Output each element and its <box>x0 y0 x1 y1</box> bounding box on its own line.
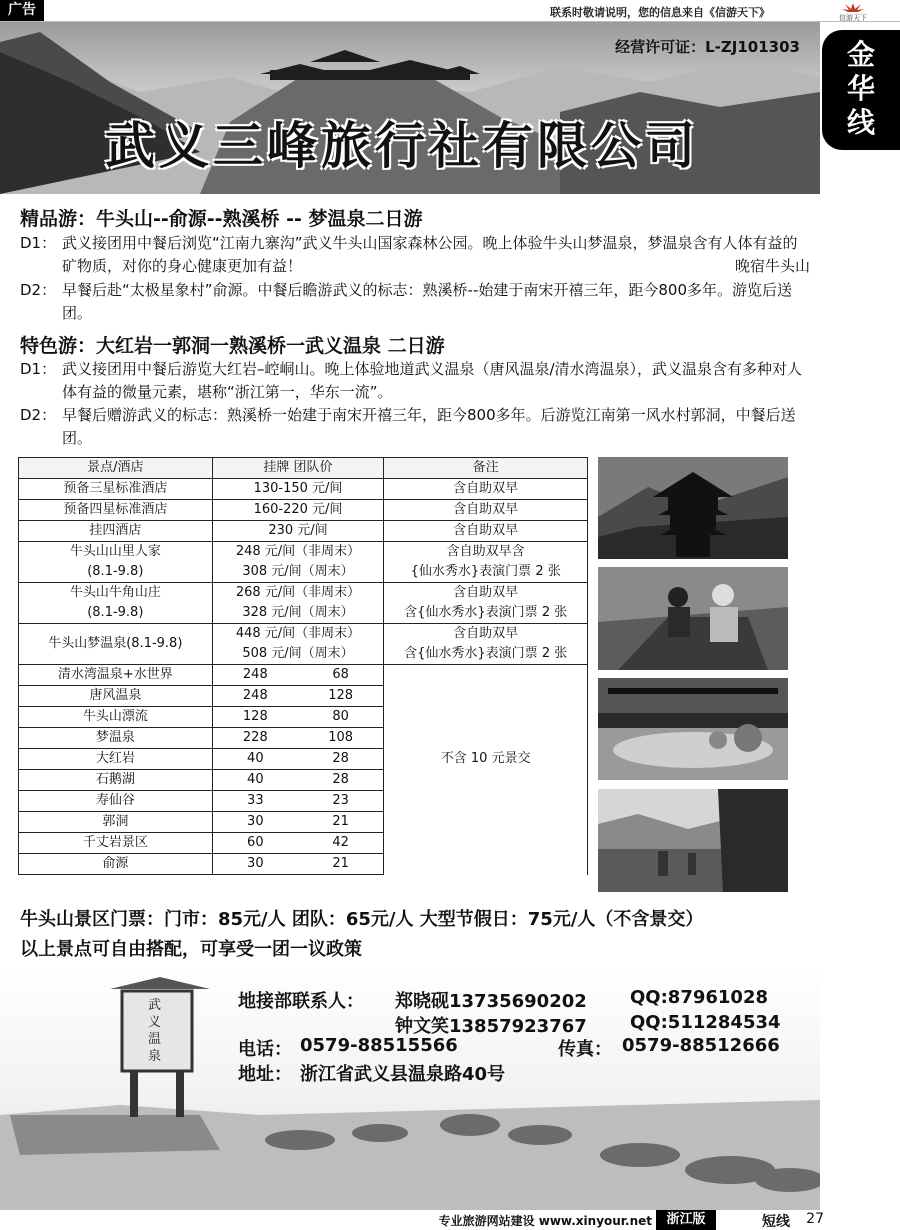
infinity-pool-photo <box>598 789 788 892</box>
footer-website: 专业旅游网站建设 www.xinyour.net <box>438 1214 652 1228</box>
scenic-spot-row <box>19 812 588 833</box>
page-footer <box>0 1210 900 1230</box>
group-price-cell: 28 <box>298 770 384 791</box>
route-2-day-1 <box>20 358 810 404</box>
list-price-cell: 40 <box>212 770 298 791</box>
qq-2: QQ:511284534 <box>630 1012 781 1033</box>
cell-text: 含自助双早 <box>453 481 519 496</box>
spot-remark-cell <box>384 686 588 707</box>
contact-label: 地接部联系人： <box>238 991 364 1012</box>
spot-name-cell: 牛头山漂流 <box>19 707 213 728</box>
scenic-spot-row <box>19 686 588 707</box>
cell-text: 含自助双早含 <box>446 544 525 559</box>
day-description: 武义接团用中餐后游览大红岩–崆峒山。晚上体验地道武义温泉（唐风温泉/清水湾温泉），武义温泉含有多种对人体有益的微量元素，堪称“浙江第一，华东一流”。 <box>62 360 803 401</box>
phone-number: 0579-88515566 <box>300 1035 458 1056</box>
contact-person-2: 钟文笑13857923767 <box>395 1016 587 1037</box>
fax-number: 0579-88512666 <box>622 1035 780 1056</box>
scenic-ticket-prices: 牛头山景区门票：门市：85元/人 团队：65元/人 大型节假日：75元/人（不含景交） <box>20 909 704 930</box>
scenic-spot-row <box>19 770 588 791</box>
hot-spring-sign: 武义温泉 <box>148 998 162 1064</box>
section-name: 短线 <box>762 1214 790 1230</box>
svg-text:信游天下: 信游天下 <box>839 14 867 21</box>
list-price-cell: 40 <box>212 749 298 770</box>
column-header: 挂牌 团队价 <box>212 458 384 479</box>
address-label: 地址： <box>238 1064 292 1085</box>
hotel-name-cell <box>19 542 213 583</box>
spot-name-cell: 清水湾温泉+水世界 <box>19 665 213 686</box>
page-number: 27 <box>806 1211 824 1227</box>
day-label: D1： <box>20 234 57 252</box>
route-1-title: 精品游：牛头山--俞源--熟溪桥 -- 梦温泉二日游 <box>20 208 423 230</box>
hotel-row <box>19 500 588 521</box>
top-bar <box>0 0 900 22</box>
cell-text: 含{仙水秀水}表演门票 2 张 <box>404 646 568 661</box>
spot-remark-cell <box>384 707 588 728</box>
spot-name-cell: 唐风温泉 <box>19 686 213 707</box>
spot-remark-cell <box>384 854 588 875</box>
cell-text: 508 元/间（周末） <box>242 646 354 661</box>
scenic-spot-row <box>19 707 588 728</box>
scenic-spot-row <box>19 854 588 875</box>
list-price-cell: 30 <box>212 812 298 833</box>
cell-text: 挂四酒店 <box>89 523 142 538</box>
publisher-logo <box>814 1 892 21</box>
cell-text: 牛头山梦温泉(8.1-9.8) <box>48 636 183 651</box>
day-label: D2： <box>20 281 57 299</box>
hotel-name-cell <box>19 479 213 500</box>
spot-name-cell: 梦温泉 <box>19 728 213 749</box>
company-name: 武义三峰旅行社有限公司 <box>105 116 699 175</box>
cell-text: (8.1-9.8) <box>87 564 144 579</box>
day-label: D1： <box>20 360 57 378</box>
spot-name-cell: 俞源 <box>19 854 213 875</box>
column-header: 景点/酒店 <box>19 458 213 479</box>
spot-remark-cell <box>384 728 588 749</box>
cell-text: 牛头山牛角山庄 <box>69 585 161 600</box>
scenic-spot-row <box>19 791 588 812</box>
group-policy: 以上景点可自由搭配，可享受一团一议政策 <box>20 939 362 960</box>
address: 浙江省武义县温泉路40号 <box>300 1064 506 1085</box>
cell-text: 448 元/间（非周末） <box>235 626 361 641</box>
table-header-row <box>19 458 588 479</box>
hotel-row <box>19 479 588 500</box>
hotel-row <box>19 624 588 665</box>
cell-text: 含自助双早 <box>453 523 519 538</box>
hotel-price-cell <box>212 479 384 500</box>
cell-text: 预备三星标准酒店 <box>63 481 168 496</box>
hotel-price-cell <box>212 521 384 542</box>
fax-label: 传真： <box>558 1039 612 1060</box>
hotel-name-cell <box>19 624 213 665</box>
scenic-spot-row <box>19 665 588 686</box>
qq-1: QQ:87961028 <box>630 987 768 1008</box>
hotel-remark-cell <box>384 521 588 542</box>
hotel-row <box>19 542 588 583</box>
header-banner <box>0 22 820 194</box>
spot-remark-cell <box>384 833 588 854</box>
hotel-name-cell <box>19 500 213 521</box>
phone-label: 电话： <box>238 1039 292 1060</box>
source-notice: 联系时敬请说明，您的信息来自《信游天下》 <box>550 6 770 19</box>
contact-section <box>0 965 820 1210</box>
price-table <box>18 457 588 875</box>
list-price-cell: 60 <box>212 833 298 854</box>
cell-text: 230 元/间 <box>268 523 328 538</box>
business-license: 经营许可证：L-ZJ101303 <box>615 38 800 56</box>
hot-spring-pool-photo <box>598 678 788 780</box>
hotel-remark-cell <box>384 500 588 521</box>
cell-text: 130-150 元/间 <box>253 481 343 496</box>
spot-name-cell: 寿仙谷 <box>19 791 213 812</box>
hotel-row <box>19 583 588 624</box>
hotel-remark-cell <box>384 542 588 583</box>
route-1-day-1 <box>20 232 810 278</box>
cell-text: {仙水秀水}表演门票 2 张 <box>410 564 561 579</box>
spot-name-cell: 郭洞 <box>19 812 213 833</box>
scenic-spot-row <box>19 728 588 749</box>
hotel-price-cell <box>212 542 384 583</box>
group-price-cell: 42 <box>298 833 384 854</box>
hotel-price-cell <box>212 624 384 665</box>
list-price-cell: 248 <box>212 665 298 686</box>
spot-name-cell: 石鹅湖 <box>19 770 213 791</box>
cell-text: 160-220 元/间 <box>253 502 343 517</box>
spot-remark-cell <box>384 770 588 791</box>
pavilion-photo <box>598 457 788 559</box>
list-price-cell: 33 <box>212 791 298 812</box>
cell-text: 含自助双早 <box>453 626 519 641</box>
hotel-remark-cell <box>384 583 588 624</box>
hotel-price-cell <box>212 583 384 624</box>
cell-text: 含自助双早 <box>453 502 519 517</box>
cell-text: 含{仙水秀水}表演门票 2 张 <box>404 605 568 620</box>
scenic-spot-row <box>19 833 588 854</box>
route-2-title: 特色游：大红岩一郭洞一熟溪桥一武义温泉 二日游 <box>20 335 445 357</box>
spot-remark-cell <box>384 812 588 833</box>
cell-text: 328 元/间（周末） <box>242 605 354 620</box>
hotel-remark-cell <box>384 624 588 665</box>
cell-text: 含自助双早 <box>453 585 519 600</box>
hotel-price-cell <box>212 500 384 521</box>
cell-text: (8.1-9.8) <box>87 605 144 620</box>
region-tab-char: 华 <box>846 72 875 105</box>
glass-walkway-photo <box>598 567 788 670</box>
spot-name-cell: 千丈岩景区 <box>19 833 213 854</box>
cell-text: 248 元/间（非周末） <box>235 544 361 559</box>
group-price-cell: 21 <box>298 812 384 833</box>
list-price-cell: 248 <box>212 686 298 707</box>
day-description: 武义接团用中餐后浏览“江南九寨沟”武义牛头山国家森林公园。晚上体验牛头山梦温泉，梦温泉含有人体有益的矿物质，对你的身心健康更加有益！ <box>62 234 798 275</box>
cell-text: 308 元/间（周末） <box>242 564 354 579</box>
ad-tag: 广告 <box>0 0 44 21</box>
day-label: D2： <box>20 406 57 424</box>
group-price-cell: 128 <box>298 686 384 707</box>
group-price-cell: 23 <box>298 791 384 812</box>
group-price-cell: 68 <box>298 665 384 686</box>
day-text <box>62 232 810 278</box>
spot-remark-cell: 不含 10 元景交 <box>384 749 588 770</box>
list-price-cell: 228 <box>212 728 298 749</box>
group-price-cell: 80 <box>298 707 384 728</box>
route-1-day-2 <box>20 279 810 325</box>
column-header: 备注 <box>384 458 588 479</box>
route-2-day-2 <box>20 404 810 450</box>
cell-text: 268 元/间（非周末） <box>235 585 361 600</box>
hotel-remark-cell <box>384 479 588 500</box>
group-price-cell: 28 <box>298 749 384 770</box>
list-price-cell: 30 <box>212 854 298 875</box>
edition-badge: 浙江版 <box>656 1210 716 1230</box>
day-description: 早餐后赴“太极星象村”俞源。中餐后瞻游武义的标志：熟溪桥--始建于南宋开禧三年，距今800多年。游览后送团。 <box>62 281 793 322</box>
region-tab-char: 金 <box>846 38 875 71</box>
overnight-note: 晚宿牛头山 <box>734 257 810 275</box>
region-tab-char: 线 <box>846 106 875 139</box>
hotel-name-cell <box>19 583 213 624</box>
spot-remark-cell <box>384 791 588 812</box>
contact-person-1: 郑晓砚13735690202 <box>395 991 587 1012</box>
spot-name-cell: 大红岩 <box>19 749 213 770</box>
scenic-spot-row <box>19 749 588 770</box>
hotel-row <box>19 521 588 542</box>
cell-text: 牛头山山里人家 <box>69 544 161 559</box>
cell-text: 预备四星标准酒店 <box>63 502 168 517</box>
group-price-cell: 108 <box>298 728 384 749</box>
hotel-name-cell <box>19 521 213 542</box>
day-description: 早餐后赠游武义的标志：熟溪桥一始建于南宋开禧三年，距今800多年。后游览江南第一风水村郭洞，中餐后送团。 <box>62 406 796 447</box>
group-price-cell: 21 <box>298 854 384 875</box>
region-tab <box>822 30 900 150</box>
list-price-cell: 128 <box>212 707 298 728</box>
spot-remark-cell <box>384 665 588 686</box>
